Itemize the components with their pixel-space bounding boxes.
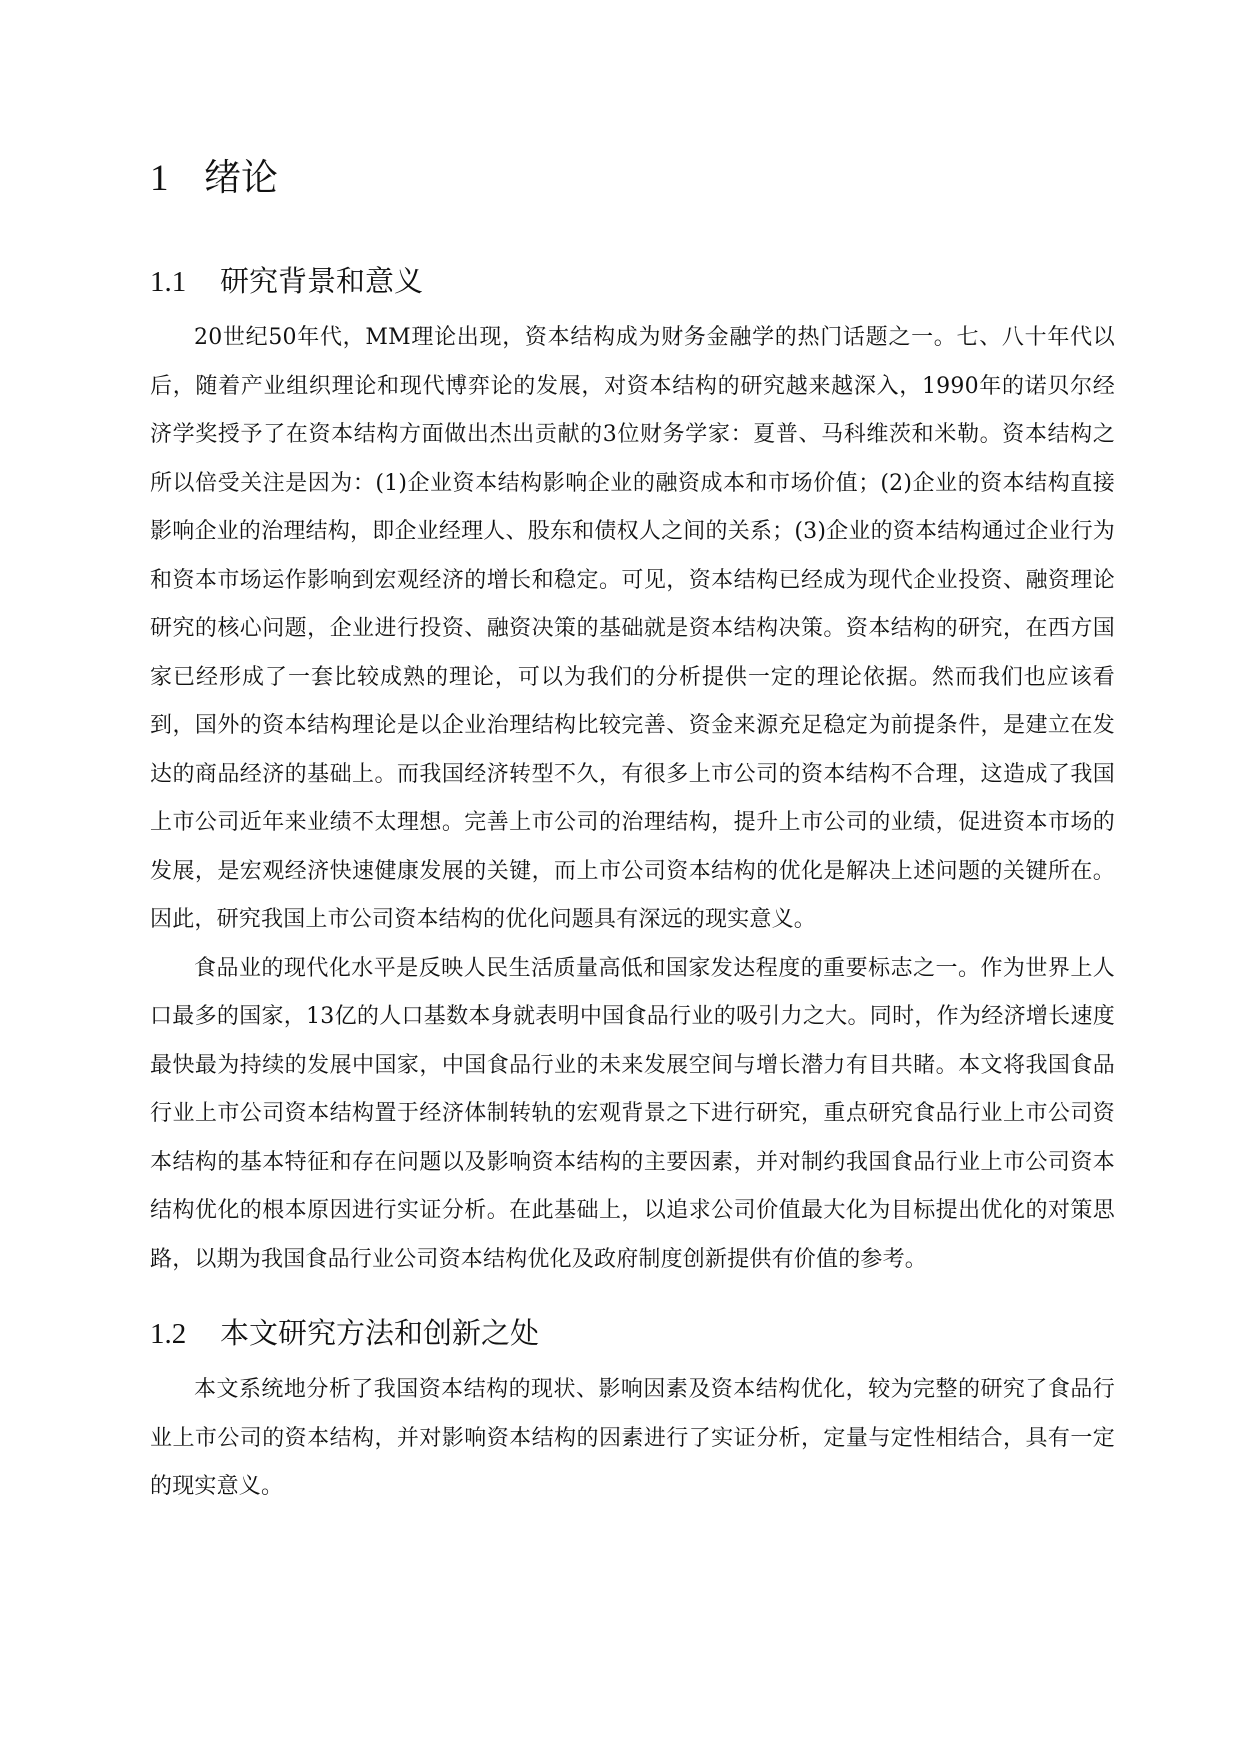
section-number: 1.1 bbox=[150, 266, 187, 298]
chapter-title-text: 绪论 bbox=[204, 156, 278, 199]
chapter-title bbox=[150, 150, 1115, 206]
document-page bbox=[150, 150, 1115, 1512]
section-number: 1.2 bbox=[150, 1318, 187, 1350]
paragraph: 本文系统地分析了我国资本结构的现状、影响因素及资本结构优化，较为完整的研究了食品行业上市公司的资本结构，并对影响资本结构的因素进行了实证分析，定量与定性相结合，具有一定的现实意义。 bbox=[150, 1377, 1115, 1499]
paragraph: 20世纪50年代，MM理论出现，资本结构成为财务金融学的热门话题之一。七、八十年代以后，随着产业组织理论和现代博弈论的发展，对资本结构的研究越来越深入，1990年的诺贝尔经济学奖授予了在资本结构方面做出杰出贡献的3位财务学家：夏普、马科维茨和米勒。资本结构之所以倍受关注是因为：(1)企业资本结构影响企业的融资成本和市场价值；(2)企业的资本结构直接影响企业的治理结构，即企业经理人、股东和债权人之间的关系；(3)企业的资本结构通过企业行为和资本市场运作影响到宏观经济的增长和稳定。可见，资本结构已经成为现代企业投资、融资理论研究的核心问题，企业进行投资、融资决策的基础就是资本结构决策。资本结构的研究，在西方国家已经形成了一套比较成熟的理论，可以为我们的分析提供一定的理论依据。然而我们也应该看到，国外的资本结构理论是以企业治理结构比较完善、资金来源充足稳定为前提条件，是建立在发达的商品经济的基础上。而我国经济转型不久，有很多上市公司的资本结构不合理，这造成了我国上市公司近年来业绩不太理想。完善上市公司的治理结构，提升上市公司的业绩，促进资本市场的发展，是宏观经济快速健康发展的关键，而上市公司资本结构的优化是解决上述问题的关键所在。因此，研究我国上市公司资本结构的优化问题具有深远的现实意义。 bbox=[150, 325, 1115, 932]
paragraph: 食品业的现代化水平是反映人民生活质量高低和国家发达程度的重要标志之一。作为世界上人口最多的国家，13亿的人口基数本身就表明中国食品行业的吸引力之大。同时，作为经济增长速度最快最为持续的发展中国家，中国食品行业的未来发展空间与增长潜力有目共睹。本文将我国食品行业上市公司资本结构置于经济体制转轨的宏观背景之下进行研究，重点研究食品行业上市公司资本结构的基本特征和存在问题以及影响资本结构的主要因素，并对制约我国食品行业上市公司资本结构优化的根本原因进行实证分析。在此基础上，以追求公司价值最大化为目标提出优化的对策思路，以期为我国食品行业公司资本结构优化及政府制度创新提供有价值的参考。 bbox=[150, 955, 1115, 1272]
chapter-number: 1 bbox=[150, 158, 169, 199]
section-title bbox=[150, 256, 1115, 306]
section-title-text: 研究背景和意义 bbox=[220, 264, 424, 298]
section-title-text: 本文研究方法和创新之处 bbox=[220, 1316, 540, 1350]
section-title bbox=[150, 1308, 1115, 1358]
